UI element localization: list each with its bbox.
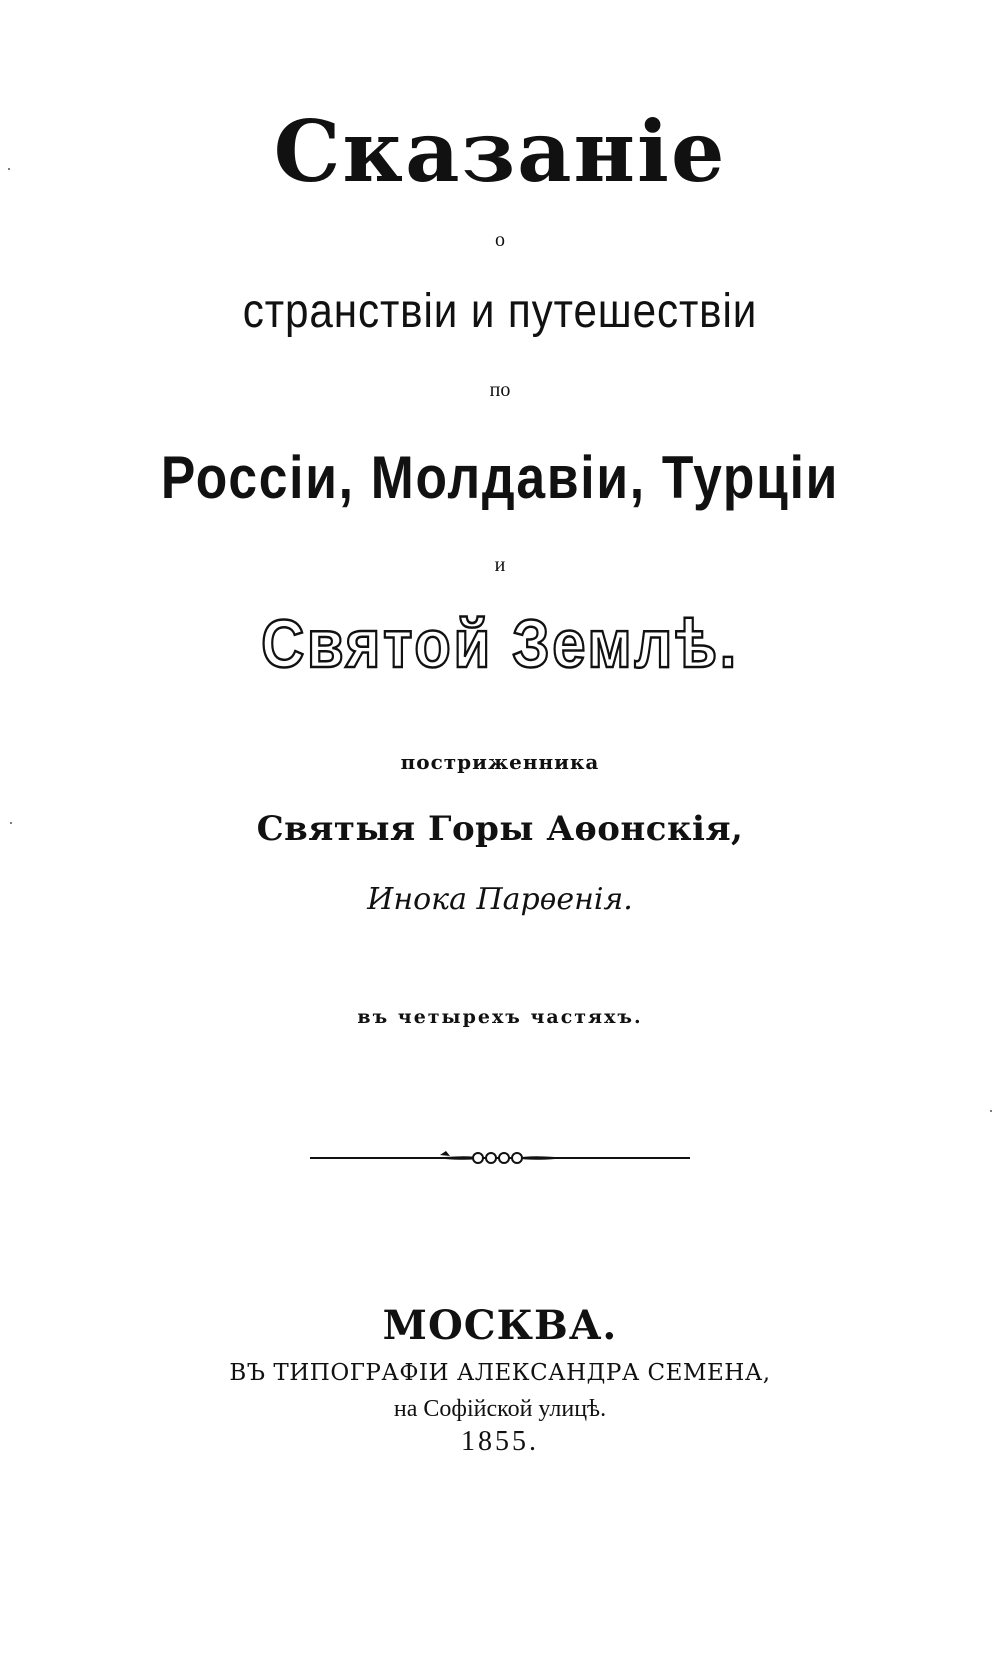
book-title-main: Сказаніе	[273, 102, 727, 201]
imprint-year: 1855.	[461, 1426, 539, 1457]
imprint-street: на Софійской улицѣ.	[393, 1396, 607, 1422]
book-title-subject: странствіи и путешествіи	[242, 285, 758, 338]
paper-speck	[990, 1110, 992, 1112]
parts-note: въ четырехъ частяхъ.	[357, 1006, 643, 1028]
conjunction-po: по	[489, 379, 511, 401]
author-tonsured-label: постриженника	[400, 750, 600, 774]
conjunction-i: и	[494, 554, 506, 576]
book-title-holy-land: Святой Землѣ.	[261, 606, 739, 682]
paper-speck	[10, 822, 12, 824]
conjunction-o: о	[495, 229, 505, 251]
author-mountain: Святыя Горы Аѳонскія,	[256, 809, 744, 849]
imprint-city: МОСКВА.	[382, 1302, 618, 1349]
paper-speck	[8, 168, 10, 170]
author-name: Инока Парѳенія.	[367, 882, 633, 917]
ornamental-rule	[0, 1146, 1000, 1170]
book-title-countries: Россіи, Молдавіи, Турціи	[160, 444, 840, 511]
imprint-printer: ВЪ ТИПОГРАФІИ АЛЕКСАНДРА СЕМЕНА,	[229, 1360, 771, 1386]
